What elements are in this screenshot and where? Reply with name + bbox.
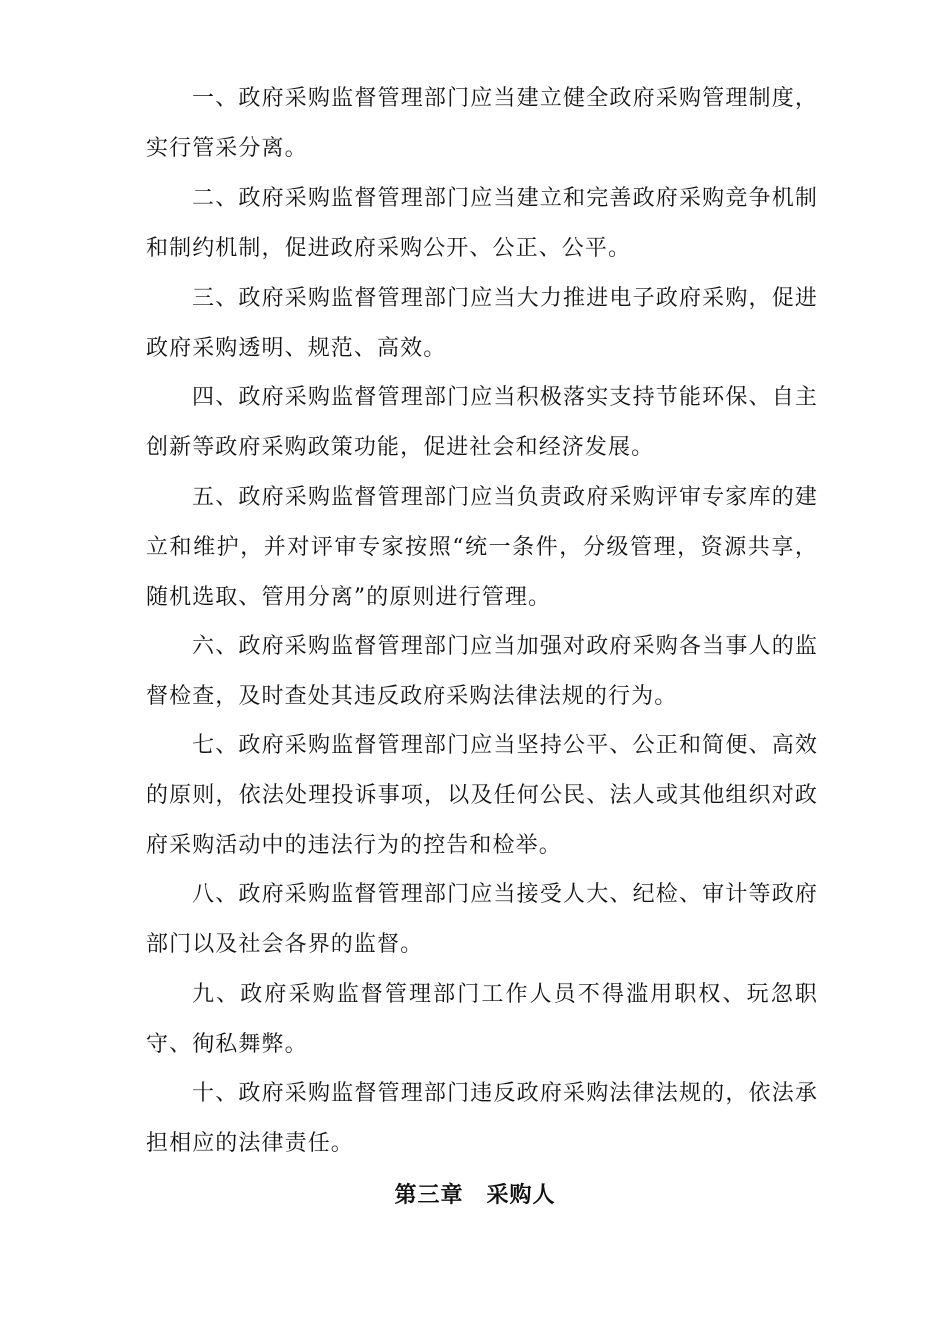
paragraph-3: 三、政府采购监督管理部门应当大力推进电子政府采购，促进政府采购透明、规范、高效。 [146,286,818,361]
paragraph-6: 六、政府采购监督管理部门应当加强对政府采购各当事人的监督检查，及时查处其违反政府采购法律法规的行为。 [146,634,818,709]
paragraph-5: 五、政府采购监督管理部门应当负责政府采购评审专家库的建立和维护，并对评审专家按照“统一条件，分级管理，资源共享，随机选取、管用分离”的原则进行管理。 [146,485,818,610]
paragraph-7: 七、政府采购监督管理部门应当坚持公平、公正和简便、高效的原则，依法处理投诉事项，以及任何公民、法人或其他组织对政府采购活动中的违法行为的控告和检举。 [146,733,818,858]
paragraph-9: 九、政府采购监督管理部门工作人员不得滥用职权、玩忽职守、徇私舞弊。 [146,982,818,1057]
paragraph-8: 八、政府采购监督管理部门应当接受人大、纪检、审计等政府部门以及社会各界的监督。 [146,882,818,957]
paragraph-10: 十、政府采购监督管理部门违反政府采购法律法规的，依法承担相应的法律责任。 [146,1081,818,1156]
paragraph-1: 一、政府采购监督管理部门应当建立健全政府采购管理制度，实行管采分离。 [146,86,818,161]
paragraph-4: 四、政府采购监督管理部门应当积极落实支持节能环保、自主创新等政府采购政策功能，促进社会和经济发展。 [146,385,818,460]
chapter-heading: 第三章 采购人 [394,1183,556,1208]
paragraph-2: 二、政府采购监督管理部门应当建立和完善政府采购竞争机制和制约机制，促进政府采购公开、公正、公平。 [146,186,818,261]
